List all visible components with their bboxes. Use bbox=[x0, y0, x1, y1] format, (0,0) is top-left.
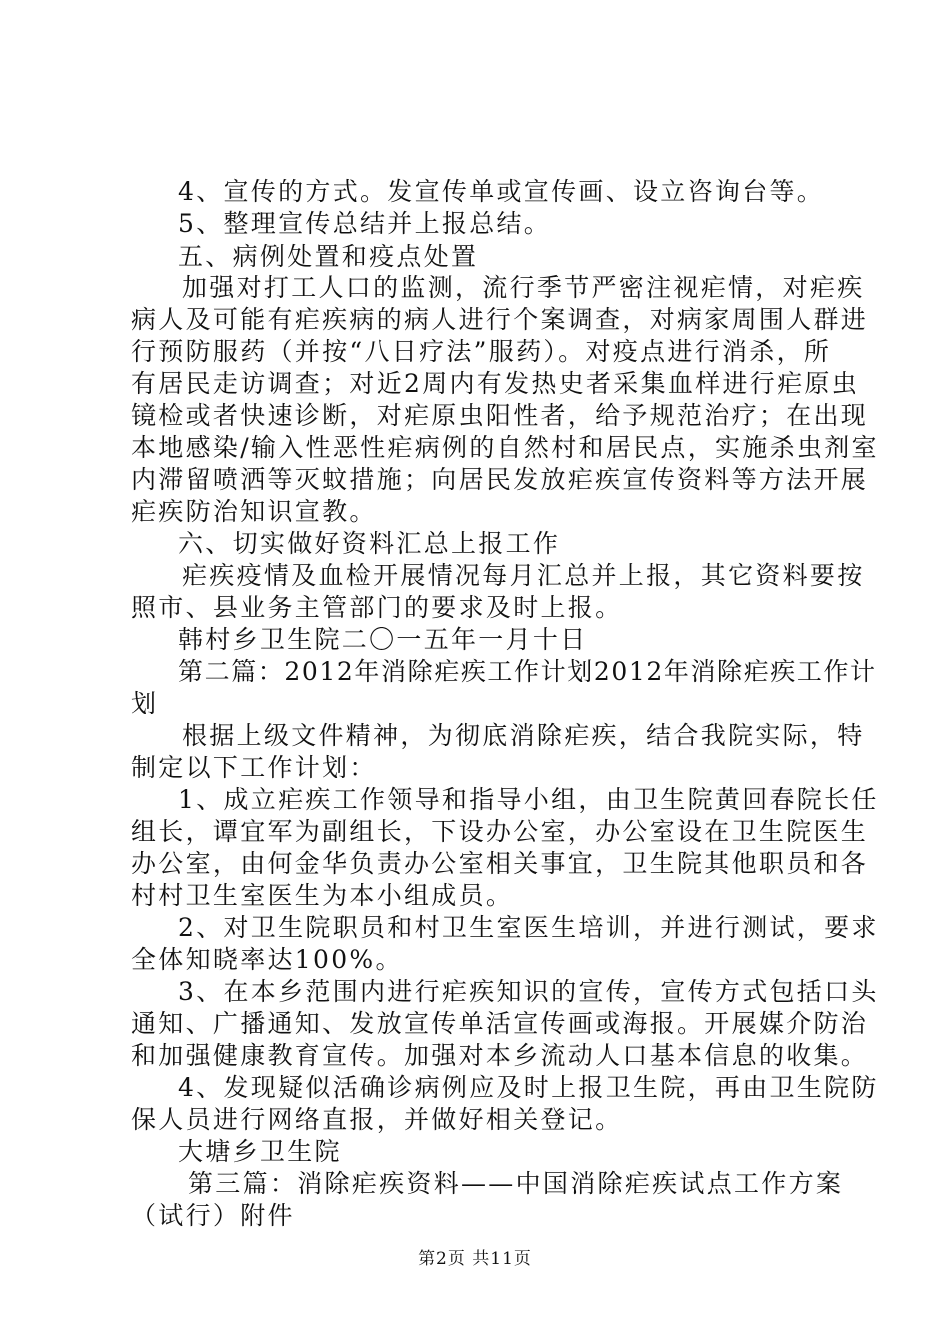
text-line: 5、整理宣传总结并上报总结。 bbox=[178, 209, 552, 238]
text-line: 行预防服药（并按“八日疗法”服药）。对疫点进行消杀，所 bbox=[131, 337, 832, 366]
text-line: 全体知晓率达100%。 bbox=[131, 945, 403, 974]
chapter-heading: 划 bbox=[131, 689, 159, 718]
chapter-heading: 第三篇：消除疟疾资料——中国消除疟疾试点工作方案 bbox=[188, 1169, 844, 1198]
text-line: 4、发现疑似活确诊病例应及时上报卫生院，再由卫生院防 bbox=[178, 1073, 879, 1102]
text-line: 通知、广播通知、发放宣传单活宣传画或海报。开展媒介防治 bbox=[131, 1009, 869, 1038]
text-line: 照市、县业务主管部门的要求及时上报。 bbox=[131, 593, 623, 622]
text-line: 疟疾防治知识宣教。 bbox=[131, 497, 377, 526]
text-line: 组长，谭宜军为副组长，下设办公室，办公室设在卫生院医生 bbox=[131, 817, 869, 846]
text-line: 4、宣传的方式。发宣传单或宣传画、设立咨询台等。 bbox=[178, 177, 825, 206]
section-heading: 五、病例处置和疫点处置 bbox=[178, 242, 479, 271]
text-line: 办公室，由何金华负责办公室相关事宜，卫生院其他职员和各 bbox=[131, 849, 869, 878]
text-line: 内滞留喷洒等灭蚊措施；向居民发放疟疾宣传资料等方法开展 bbox=[131, 465, 869, 494]
text-line: 村村卫生室医生为本小组成员。 bbox=[131, 881, 514, 910]
text-line: 2、对卫生院职员和村卫生室医生培训，并进行测试，要求 bbox=[178, 913, 879, 942]
text-line: 根据上级文件精神，为彻底消除疟疾，结合我院实际，特 bbox=[182, 721, 865, 750]
text-line: 加强对打工人口的监测，流行季节严密注视疟情，对疟疾 bbox=[182, 273, 865, 302]
section-heading: 六、切实做好资料汇总上报工作 bbox=[178, 529, 561, 558]
chapter-heading: 第二篇：2012年消除疟疾工作计划2012年消除疟疾工作计 bbox=[178, 657, 877, 686]
signature-line: 大塘乡卫生院 bbox=[178, 1137, 342, 1166]
text-line: 制定以下工作计划： bbox=[131, 753, 377, 782]
text-line: 有居民走访调查；对近2周内有发热史者采集血样进行疟原虫 bbox=[131, 369, 860, 398]
chapter-heading: （试行）附件 bbox=[131, 1201, 295, 1230]
text-line: 1、成立疟疾工作领导和指导小组，由卫生院黄回春院长任 bbox=[178, 785, 879, 814]
text-line: 3、在本乡范围内进行疟疾知识的宣传，宣传方式包括口头 bbox=[178, 977, 879, 1006]
text-line: 本地感染/输入性恶性疟病例的自然村和居民点，实施杀虫剂室 bbox=[131, 433, 879, 462]
text-line: 疟疾疫情及血检开展情况每月汇总并上报，其它资料要按 bbox=[182, 561, 865, 590]
text-line: 和加强健康教育宣传。加强对本乡流动人口基本信息的收集。 bbox=[131, 1041, 869, 1070]
text-line: 镜检或者快速诊断，对疟原虫阳性者，给予规范治疗；在出现 bbox=[131, 401, 869, 430]
text-line: 病人及可能有疟疾病的病人进行个案调查，对病家周围人群进 bbox=[131, 305, 869, 334]
signature-line: 韩村乡卫生院二〇一五年一月十日 bbox=[178, 625, 588, 654]
page-footer: 第2页 共11页 bbox=[418, 1249, 532, 1269]
text-line: 保人员进行网络直报，并做好相关登记。 bbox=[131, 1105, 623, 1134]
